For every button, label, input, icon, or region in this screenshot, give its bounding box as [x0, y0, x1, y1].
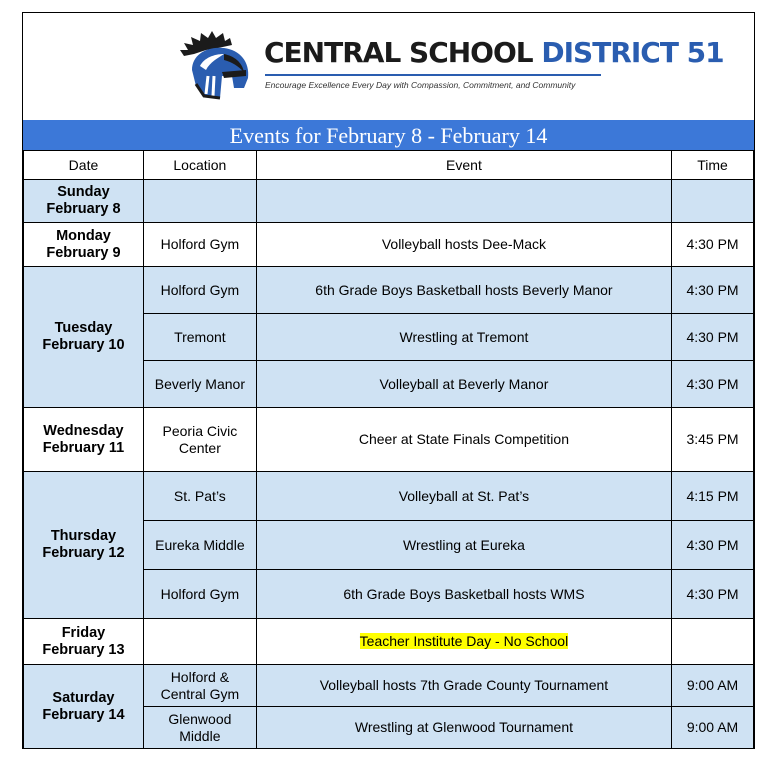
column-header-time: Time [672, 151, 754, 180]
event-cell: Volleyball hosts 7th Grade County Tournament [256, 665, 671, 707]
time-cell: 9:00 AM [672, 665, 754, 707]
date-label: February 8 [46, 201, 121, 217]
table-row [24, 619, 754, 665]
date-label: February 11 [42, 439, 125, 456]
district-name-part2: DISTRICT 51 [541, 36, 724, 69]
location-cell: Peoria Civic Center [143, 408, 256, 472]
table-row [24, 665, 754, 707]
location-cell: Beverly Manor [143, 361, 256, 408]
table-header-row [24, 151, 754, 180]
location-cell: St. Pat’s [143, 472, 256, 521]
weekday-label: Tuesday [54, 320, 113, 336]
location-cell: Glenwood Middle [143, 707, 256, 749]
event-cell: 6th Grade Boys Basketball hosts Beverly Manor [256, 267, 671, 314]
time-cell: 3:45 PM [672, 408, 754, 472]
weekday-label: Thursday [50, 528, 117, 544]
column-header-event: Event [256, 151, 671, 180]
date-label: February 14 [42, 706, 125, 723]
event-cell [256, 180, 671, 223]
event-cell: Wrestling at Eureka [256, 521, 671, 570]
district-name [264, 35, 724, 71]
district-name-part1: CENTRAL SCHOOL [264, 36, 542, 69]
event-cell: Wrestling at Tremont [256, 314, 671, 361]
event-cell: Volleyball at Beverly Manor [256, 361, 671, 408]
column-header-location: Location [143, 151, 256, 180]
date-cell [24, 472, 144, 619]
table-row [24, 408, 754, 472]
time-cell: 4:30 PM [672, 223, 754, 267]
event-cell: Volleyball hosts Dee-Mack [256, 223, 671, 267]
weekday-label: Saturday [52, 689, 115, 706]
district-motto: Encourage Excellence Every Day with Compassion, Commitment, and Community [265, 80, 576, 90]
time-cell: 4:30 PM [672, 521, 754, 570]
date-cell [24, 665, 144, 749]
date-cell [24, 408, 144, 472]
date-label: February 9 [46, 244, 121, 261]
events-table [23, 150, 754, 749]
date-cell [24, 180, 144, 223]
spartan-helmet-icon [178, 26, 258, 106]
location-cell: Holford Gym [143, 570, 256, 619]
column-header-date: Date [24, 151, 144, 180]
time-cell [672, 180, 754, 223]
date-label: February 13 [42, 641, 125, 658]
event-cell: Volleyball at St. Pat’s [256, 472, 671, 521]
highlighted-event: Teacher Institute Day - No School [359, 633, 569, 649]
location-cell: Holford Gym [143, 267, 256, 314]
table-row [24, 472, 754, 521]
table-row [24, 267, 754, 314]
event-cell: Cheer at State Finals Competition [256, 408, 671, 472]
time-cell: 4:30 PM [672, 314, 754, 361]
location-cell: Holford & Central Gym [143, 665, 256, 707]
weekday-label: Sunday [57, 184, 110, 200]
time-cell: 4:30 PM [672, 267, 754, 314]
calendar-frame [22, 12, 755, 749]
header-divider [265, 74, 601, 76]
location-cell: Holford Gym [143, 223, 256, 267]
time-cell: 4:30 PM [672, 361, 754, 408]
event-cell: Wrestling at Glenwood Tournament [256, 707, 671, 749]
time-cell: 4:30 PM [672, 570, 754, 619]
time-cell: 4:15 PM [672, 472, 754, 521]
date-label: February 10 [42, 337, 125, 353]
district-header [23, 13, 754, 120]
date-cell [24, 619, 144, 665]
weekday-label: Friday [61, 624, 106, 641]
event-cell: 6th Grade Boys Basketball hosts WMS [256, 570, 671, 619]
page-title: Events for February 8 - February 14 [23, 120, 754, 150]
location-cell: Tremont [143, 314, 256, 361]
location-cell [143, 619, 256, 665]
weekday-label: Wednesday [43, 422, 124, 439]
table-row [24, 180, 754, 223]
weekday-label: Monday [56, 227, 111, 244]
date-label: February 12 [42, 545, 125, 561]
time-cell: 9:00 AM [672, 707, 754, 749]
event-cell [256, 619, 671, 665]
date-cell [24, 223, 144, 267]
time-cell [672, 619, 754, 665]
location-cell [143, 180, 256, 223]
date-cell [24, 267, 144, 408]
table-row [24, 223, 754, 267]
location-cell: Eureka Middle [143, 521, 256, 570]
